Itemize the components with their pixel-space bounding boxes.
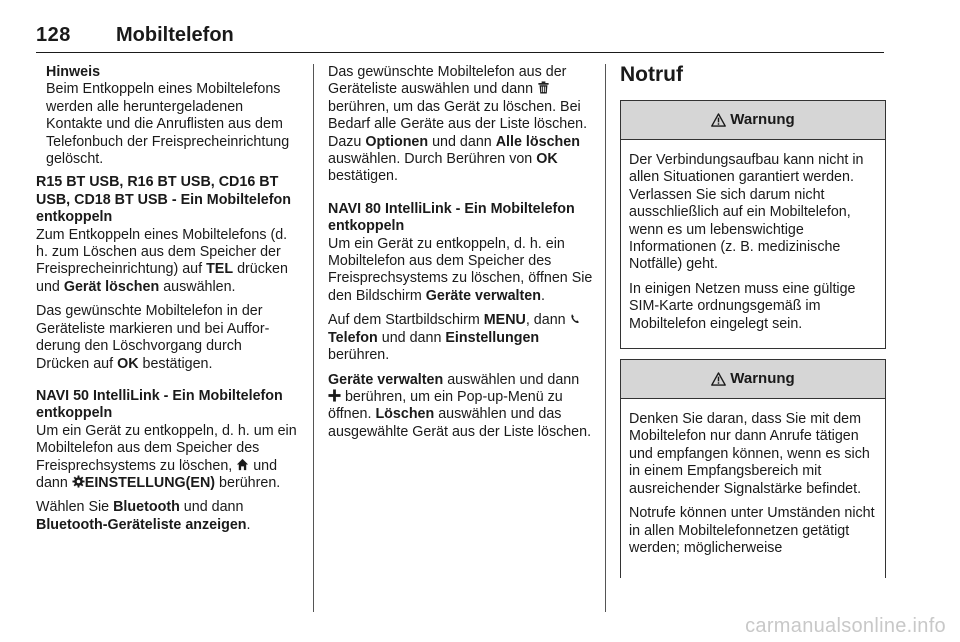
- note-box: [46, 64, 298, 168]
- note-title: Hinweis: [46, 64, 101, 80]
- warning-header: [621, 360, 885, 399]
- navi50-paragraph-2: Wählen Sie Bluetooth und dann Bluetooth-Geräteliste anzeigen.: [36, 499, 251, 533]
- home-icon: [236, 458, 249, 471]
- warning-icon: [711, 113, 726, 127]
- gear-icon: [72, 475, 85, 488]
- navi50-heading: NAVI 50 IntelliLink - Ein Mobiltelefon entkoppeln: [36, 387, 283, 422]
- warning-body: Denken Sie daran, dass Sie mit dem Mobiltelefon nur dann Anrufe tätigen und empfangen können, wenn es sich in einem Empfangsbereich mit ausreichender Signalstärke befindet. Notrufe können unter Umständen nicht in allen Mobiltelefonnetzen getätigt werden; möglicherweise: [629, 411, 875, 556]
- delete-paragraph: Das gewünschte Mobiltelefon aus der Geräteliste auswählen und dann berühren, um das Gerät zu löschen. Bei Bedarf alle Geräte aus der Liste löschen. Dazu Optionen und dann Alle löschen auswählen. Durch Berühren von OK bestätigen.: [328, 64, 588, 185]
- page-number: 128: [36, 24, 71, 46]
- warning-box: [620, 359, 886, 578]
- warning-label: Warnung: [730, 111, 795, 129]
- warning-body: Der Verbindungsaufbau kann nicht in allen Situationen garantiert werden. Verlassen Sie sich darum nicht ausschließlich auf ein Mobiltelefon, wenn es um lebenswichtige Informationen (z. B. medizinische Notfälle) geht. In einigen Netzen muss eine gültige SIM-Karte ordnungsgemäß im Mobiltelefon eingelegt sein.: [629, 152, 864, 332]
- warning-icon: [711, 372, 726, 386]
- warning-label: Warnung: [730, 370, 795, 388]
- r15-paragraph-1: Zum Entkoppeln eines Mobiltelefons (d. h. zum Löschen aus dem Speicher der Freisprecheinrichtung) auf TEL drücken und Gerät löschen auswählen.: [36, 226, 288, 295]
- navi80-paragraph-3: Geräte verwalten auswählen und dann berühren, um ein Pop-up-Menü zu öffnen. Löschen auswählen und das ausgewählte Gerät aus der Liste löschen.: [328, 371, 592, 440]
- navi80-heading: NAVI 80 IntelliLink - Ein Mobiltelefon entkoppeln: [328, 200, 575, 235]
- r15-heading: R15 BT USB, R16 BT USB, CD16 BT USB, CD18 BT USB - Ein Mobiltelefon entkoppeln: [36, 174, 291, 226]
- column-3: [620, 64, 886, 578]
- column-divider: [313, 64, 314, 612]
- navi80-paragraph-1: Um ein Gerät zu entkoppeln, d. h. ein Mobiltelefon aus dem Speicher des Freisprechsystems zu löschen, öffnen Sie den Bildschirm Geräte verwalten.: [328, 235, 593, 304]
- warning-header: [621, 101, 885, 140]
- column-1: [36, 64, 298, 541]
- warning-box: [620, 100, 886, 349]
- page-title: Mobiltelefon: [116, 24, 234, 46]
- column-2: [328, 64, 594, 448]
- section-title: Notruf: [620, 63, 683, 86]
- navi80-paragraph-2: Auf dem Startbildschirm MENU, dann Telefon und dann Einstellungen berühren.: [328, 312, 594, 364]
- page-header: [36, 22, 884, 53]
- plus-icon: [328, 389, 341, 402]
- watermark: carmanualsonline.info: [745, 615, 946, 637]
- phone-icon: [570, 312, 580, 325]
- navi50-paragraph-1: Um ein Gerät zu entkoppeln, d. h. um ein Mobiltelefon aus dem Speicher des Freisprechsystems zu löschen, und dann EINSTELLUNG(EN) berühren.: [36, 422, 297, 491]
- r15-paragraph-2: Das gewünschte Mobiltelefon in der Geräteliste markieren und bei Aufforderung den Löschvorgang durch Drücken auf OK bestätigen.: [36, 303, 270, 372]
- column-divider: [605, 64, 606, 612]
- trash-icon: [537, 81, 550, 94]
- note-text: Beim Entkoppeln eines Mobiltelefons werden alle heruntergeladenen Kontakte und die Anruflisten aus dem Telefonbuch der Freisprecheinrichtung gelöscht.: [46, 81, 290, 168]
